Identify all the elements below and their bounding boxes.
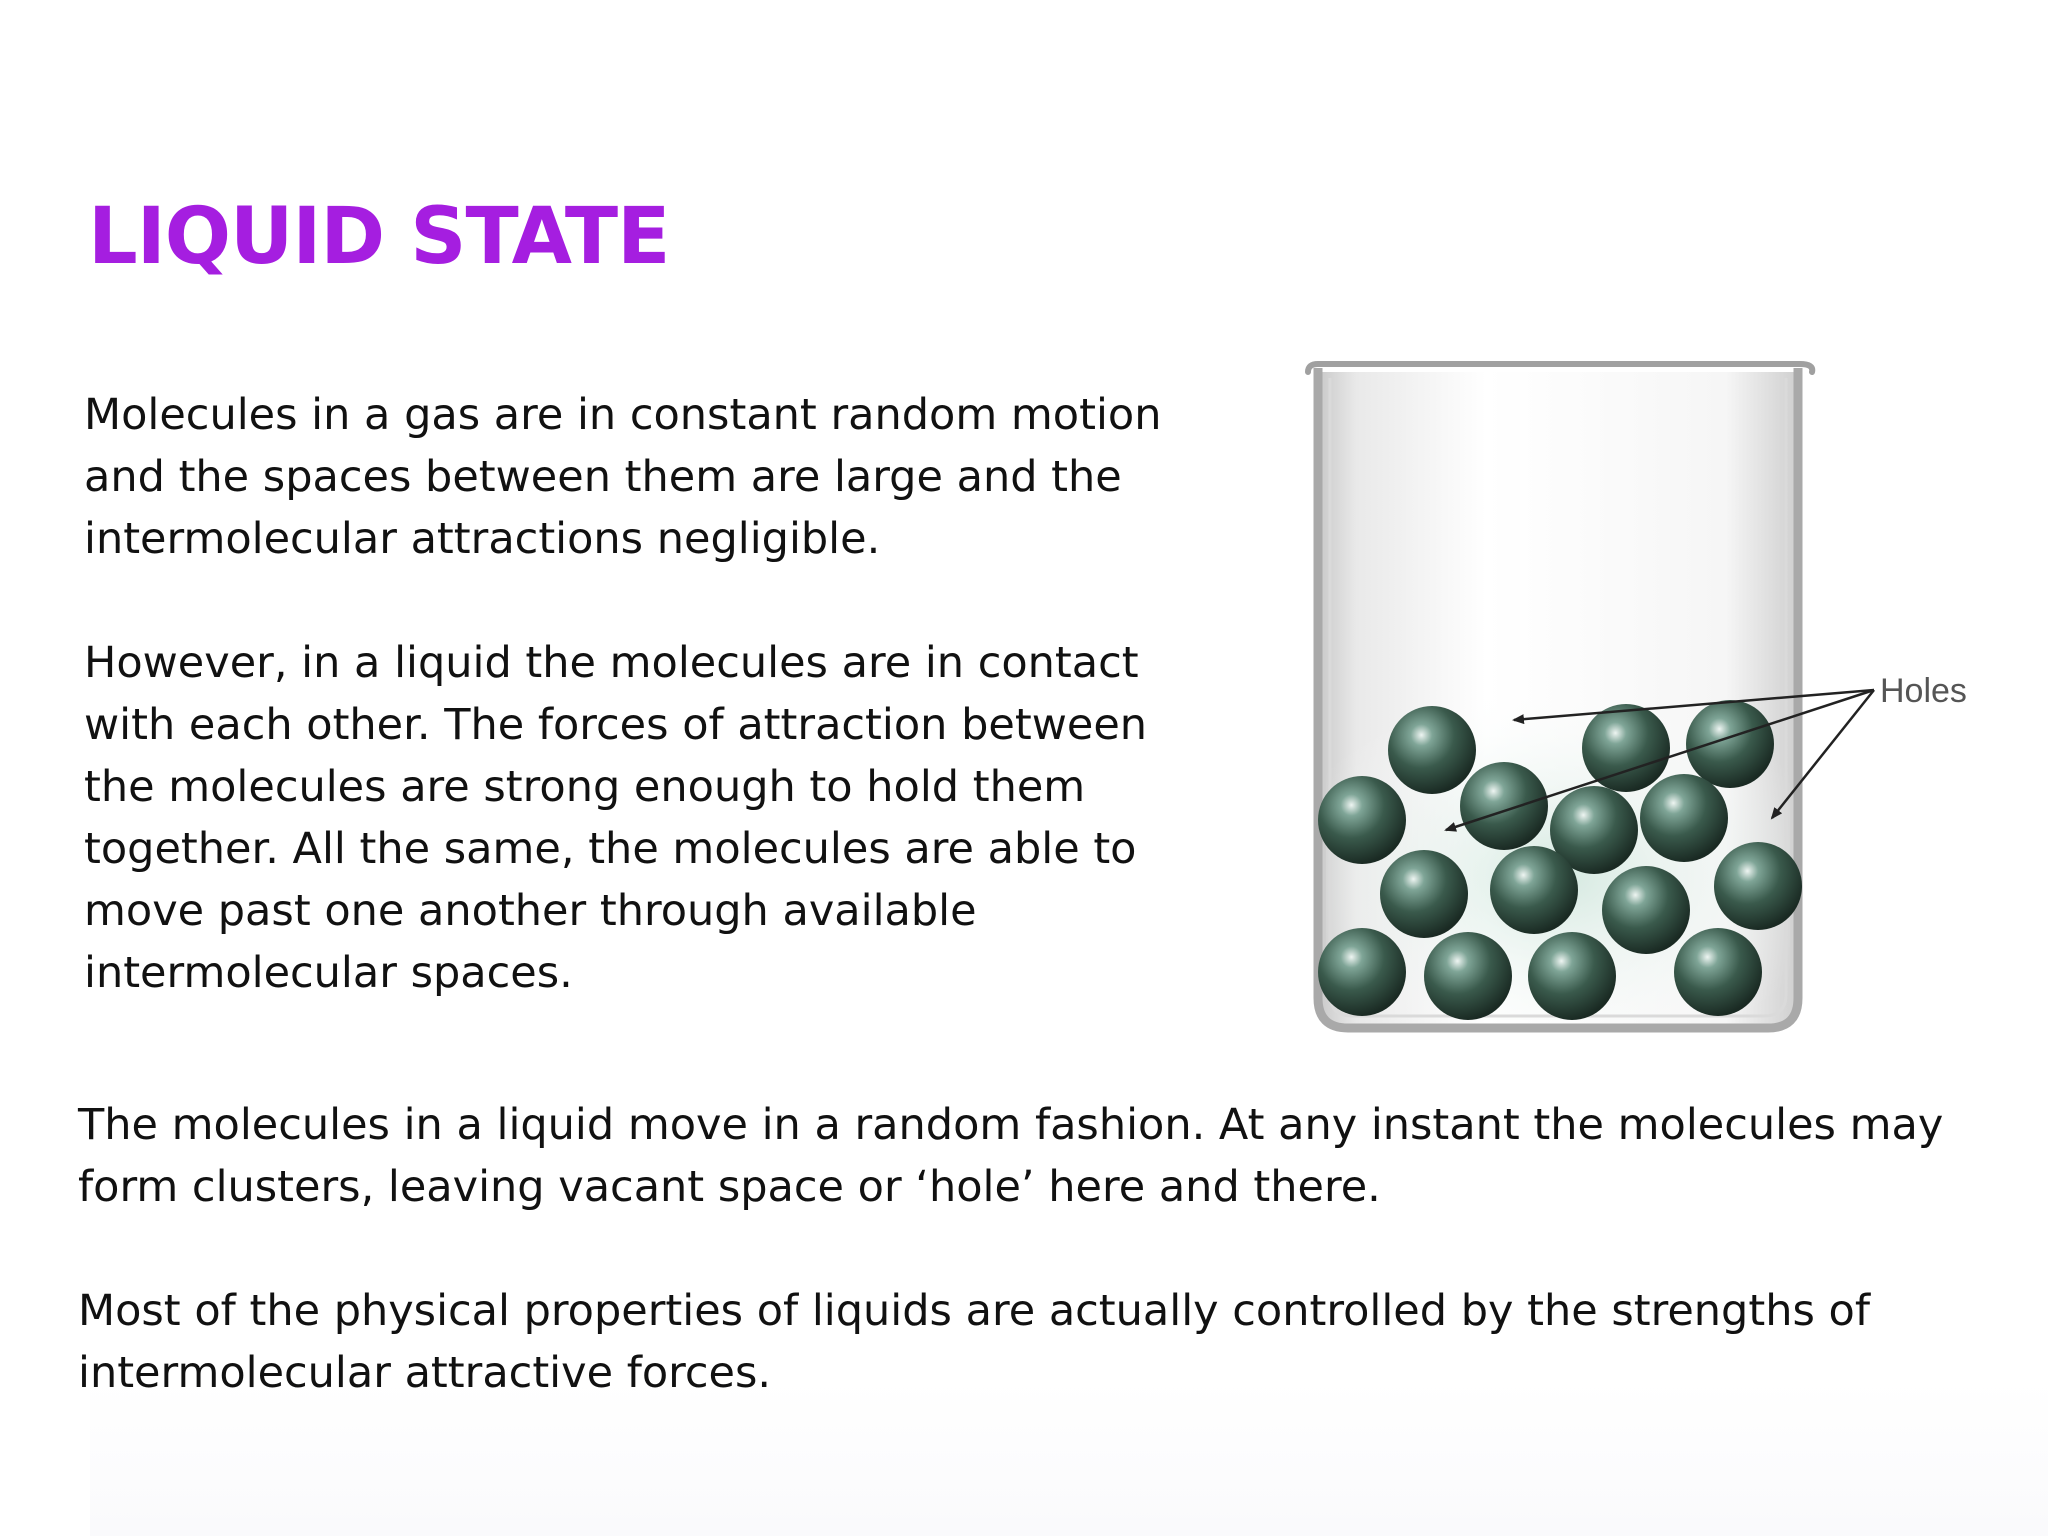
molecule bbox=[1640, 774, 1728, 862]
paragraph-random-holes: The molecules in a liquid move in a random fashion. At any instant the molecules may form clusters, leaving vacant space or ‘hole’ here and there. bbox=[78, 1100, 1944, 1212]
paragraph-gas-motion: Molecules in a gas are in constant random motion and the spaces between them are large and the intermolecular attractions negligible. bbox=[84, 390, 1162, 564]
molecule bbox=[1380, 850, 1468, 938]
molecule bbox=[1674, 928, 1762, 1016]
holes-label: Holes bbox=[1880, 672, 1967, 710]
beaker-rim bbox=[1308, 364, 1812, 372]
slide-title: LIQUID STATE bbox=[88, 192, 670, 282]
molecule bbox=[1318, 928, 1406, 1016]
molecule bbox=[1528, 932, 1616, 1020]
molecule bbox=[1388, 706, 1476, 794]
paragraph-physical-properties: Most of the physical properties of liquids are actually controlled by the strengths of intermolecular attractive forces. bbox=[78, 1286, 1870, 1398]
molecule bbox=[1424, 932, 1512, 1020]
molecule bbox=[1714, 842, 1802, 930]
paragraph-liquid-contact: However, in a liquid the molecules are in contact with each other. The forces of attraction between the molecules are strong enough to hold them together. All the same, the molecules are able to move past one another through available intermolecular spaces. bbox=[84, 638, 1148, 998]
molecule bbox=[1686, 700, 1774, 788]
molecule bbox=[1602, 866, 1690, 954]
beaker-figure bbox=[1296, 350, 2016, 1050]
molecule bbox=[1490, 846, 1578, 934]
molecule bbox=[1582, 704, 1670, 792]
molecule bbox=[1460, 762, 1548, 850]
molecule bbox=[1318, 776, 1406, 864]
beaker-diagram bbox=[1296, 350, 2016, 1050]
